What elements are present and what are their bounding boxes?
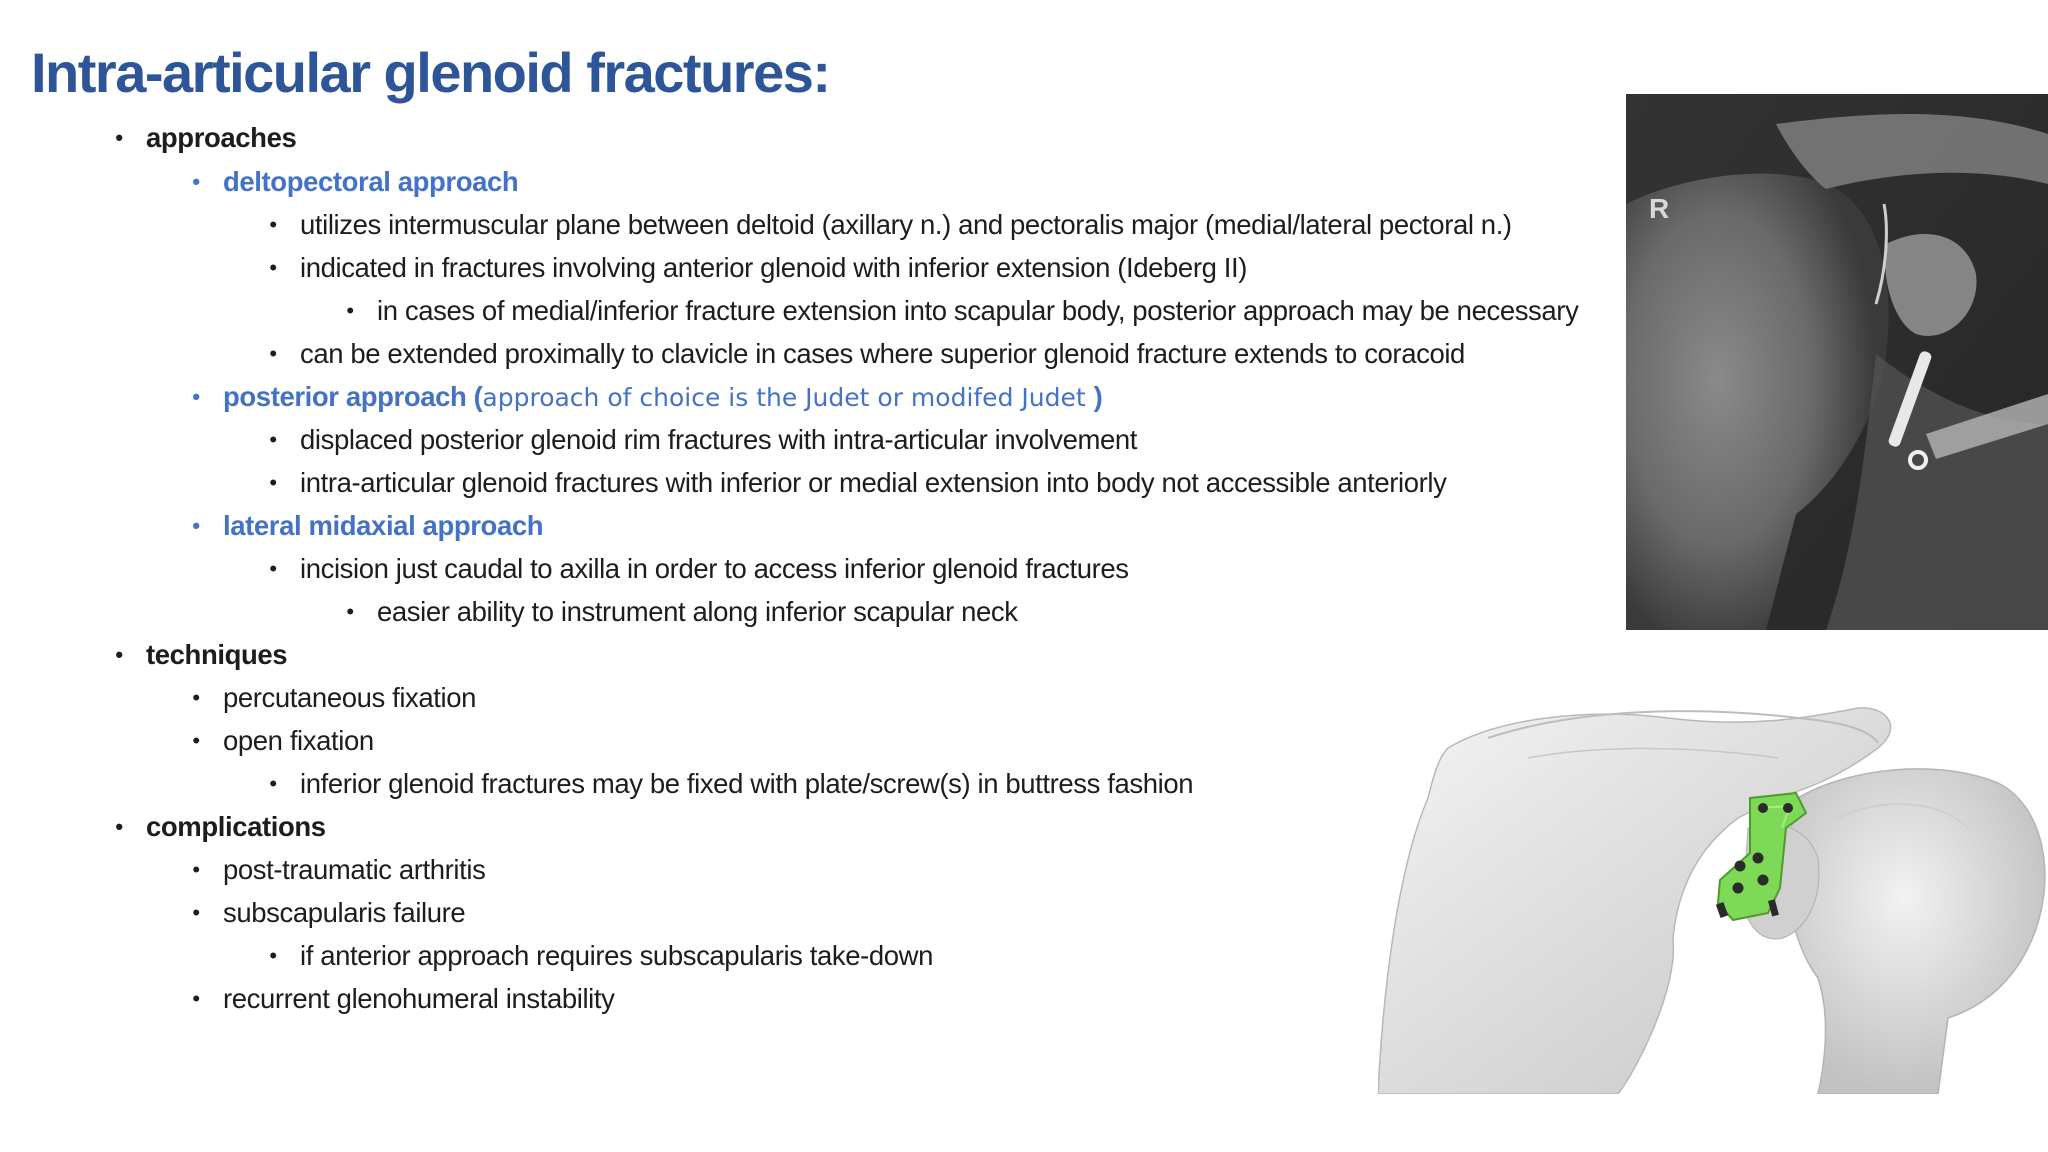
list-item: • complications	[115, 811, 326, 842]
list-item: • deltopectoral approach	[192, 166, 519, 197]
slide-title: Intra-articular glenoid fractures:	[31, 41, 830, 104]
list-item: • subscapularis failure	[192, 897, 466, 928]
list-item: • percutaneous fixation	[192, 682, 477, 713]
list-item: • lateral midaxial approach	[192, 510, 544, 541]
list-item: • intra-articular glenoid fractures with inferior or medial extension into body not accessible anteriorly	[269, 467, 1447, 498]
xray-image	[1626, 94, 2048, 630]
list-item: • indicated in fractures involving anterior glenoid with inferior extension (Ideberg II)	[269, 252, 1247, 283]
list-item: • post-traumatic arthritis	[192, 854, 486, 885]
xray-side-marker: R	[1649, 193, 1670, 224]
list-item: • can be extended proximally to clavicle in cases where superior glenoid fracture extends to coracoid	[269, 338, 1465, 369]
shoulder-plate-illustration	[1378, 688, 2048, 1094]
list-item: • utilizes intermuscular plane between deltoid (axillary n.) and pectoralis major (medial/lateral pectoral n.)	[269, 209, 1512, 240]
list-item: • techniques	[115, 639, 288, 670]
list-item: • displaced posterior glenoid rim fractures with intra-articular involvement	[269, 424, 1138, 455]
list-item: • incision just caudal to axilla in order to access inferior glenoid fractures	[269, 553, 1129, 584]
list-item: • inferior glenoid fractures may be fixed with plate/screw(s) in buttress fashion	[269, 768, 1194, 799]
list-item: • if anterior approach requires subscapularis take-down	[269, 940, 934, 971]
list-item: • recurrent glenohumeral instability	[192, 983, 615, 1014]
list-item: • posterior approach (approach of choice is the Judet or modifed Judet )	[192, 381, 1103, 412]
list-item: • easier ability to instrument along inferior scapular neck	[346, 596, 1018, 627]
list-item: • open fixation	[192, 725, 374, 756]
list-item: • in cases of medial/inferior fracture extension into scapular body, posterior approach may be necessary	[346, 295, 1579, 326]
list-item: • approaches	[115, 122, 297, 153]
